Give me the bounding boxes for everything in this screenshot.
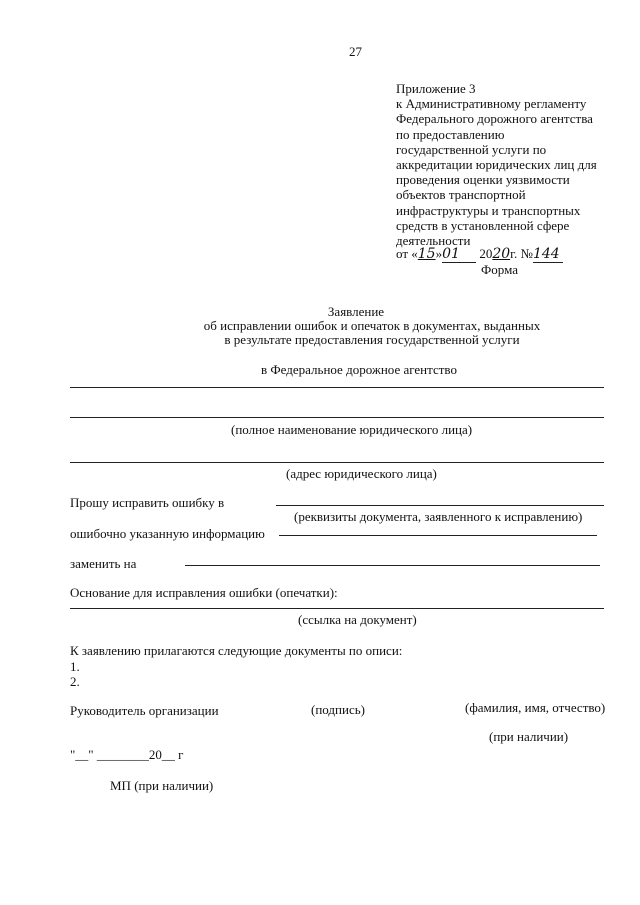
- recipient: в Федеральное дорожное агентство: [261, 362, 457, 377]
- appendix-block: [396, 81, 597, 248]
- page-number: 27: [349, 44, 362, 59]
- date-line: "__" ________20__ г: [70, 747, 184, 762]
- replace-label: заменить на: [70, 556, 137, 571]
- document-details-line[interactable]: [276, 505, 604, 506]
- order-number: 144: [533, 246, 563, 263]
- appendix-line: Федерального дорожного агентства: [396, 111, 593, 127]
- appendix-line: проведения оценки уязвимости: [396, 172, 570, 188]
- appendix-date-line: [396, 246, 563, 263]
- title-line-2: об исправлении ошибок и опечаток в документах, выданных: [203, 318, 541, 333]
- optional-caption: (при наличии): [489, 729, 569, 744]
- request-label: Прошу исправить ошибку в: [70, 495, 225, 510]
- appendix-line: Приложение 3: [396, 81, 476, 96]
- appendix-line: средств в установленной сфере: [396, 217, 570, 233]
- address-line[interactable]: [70, 462, 604, 463]
- document-caption: (реквизиты документа, заявленного к исправлению): [294, 509, 583, 524]
- date-month: 01: [442, 246, 476, 263]
- title-line-1: Заявление: [327, 304, 385, 319]
- title-line-3: в результате предоставления государственной услуги: [224, 332, 520, 347]
- org-name-line-2[interactable]: [70, 417, 604, 418]
- appendix-line: инфраструктуры и транспортных: [396, 202, 581, 218]
- date-year: 20: [492, 246, 511, 262]
- stamp-label: МП (при наличии): [110, 778, 214, 793]
- org-name-line-1[interactable]: [70, 387, 604, 388]
- reference-caption: (ссылка на документ): [298, 612, 417, 627]
- replace-line[interactable]: [185, 565, 600, 566]
- form-label: Форма: [481, 262, 518, 277]
- attachment-item: 1.: [70, 659, 80, 674]
- head-label: Руководитель организации: [70, 703, 219, 718]
- date-day: 15: [417, 246, 436, 262]
- date-prefix: от «: [396, 246, 418, 261]
- appendix-line: объектов транспортной: [396, 187, 526, 203]
- basis-label: Основание для исправления ошибки (опечатки):: [70, 585, 338, 600]
- wrong-info-label: ошибочно указанную информацию: [70, 526, 265, 541]
- appendix-line: к Административному регламенту: [396, 96, 587, 112]
- attachment-item: 2.: [70, 674, 80, 689]
- appendix-line: деятельности: [396, 233, 471, 249]
- name-caption: (фамилия, имя, отчество): [465, 700, 606, 715]
- basis-line[interactable]: [70, 608, 604, 609]
- address-caption: (адрес юридического лица): [286, 466, 437, 481]
- date-mid: »: [435, 246, 443, 261]
- signature-caption: (подпись): [311, 702, 365, 717]
- year-prefix: 20: [479, 246, 493, 261]
- number-prefix: г. №: [510, 246, 533, 261]
- wrong-info-line[interactable]: [279, 535, 597, 536]
- appendix-line: аккредитации юридических лиц для: [396, 157, 597, 173]
- attachments-intro: К заявлению прилагаются следующие документы по описи:: [70, 643, 403, 658]
- org-name-caption: (полное наименование юридического лица): [231, 422, 473, 437]
- appendix-line: по предоставлению: [396, 126, 505, 142]
- appendix-line: государственной услуги по: [396, 141, 547, 157]
